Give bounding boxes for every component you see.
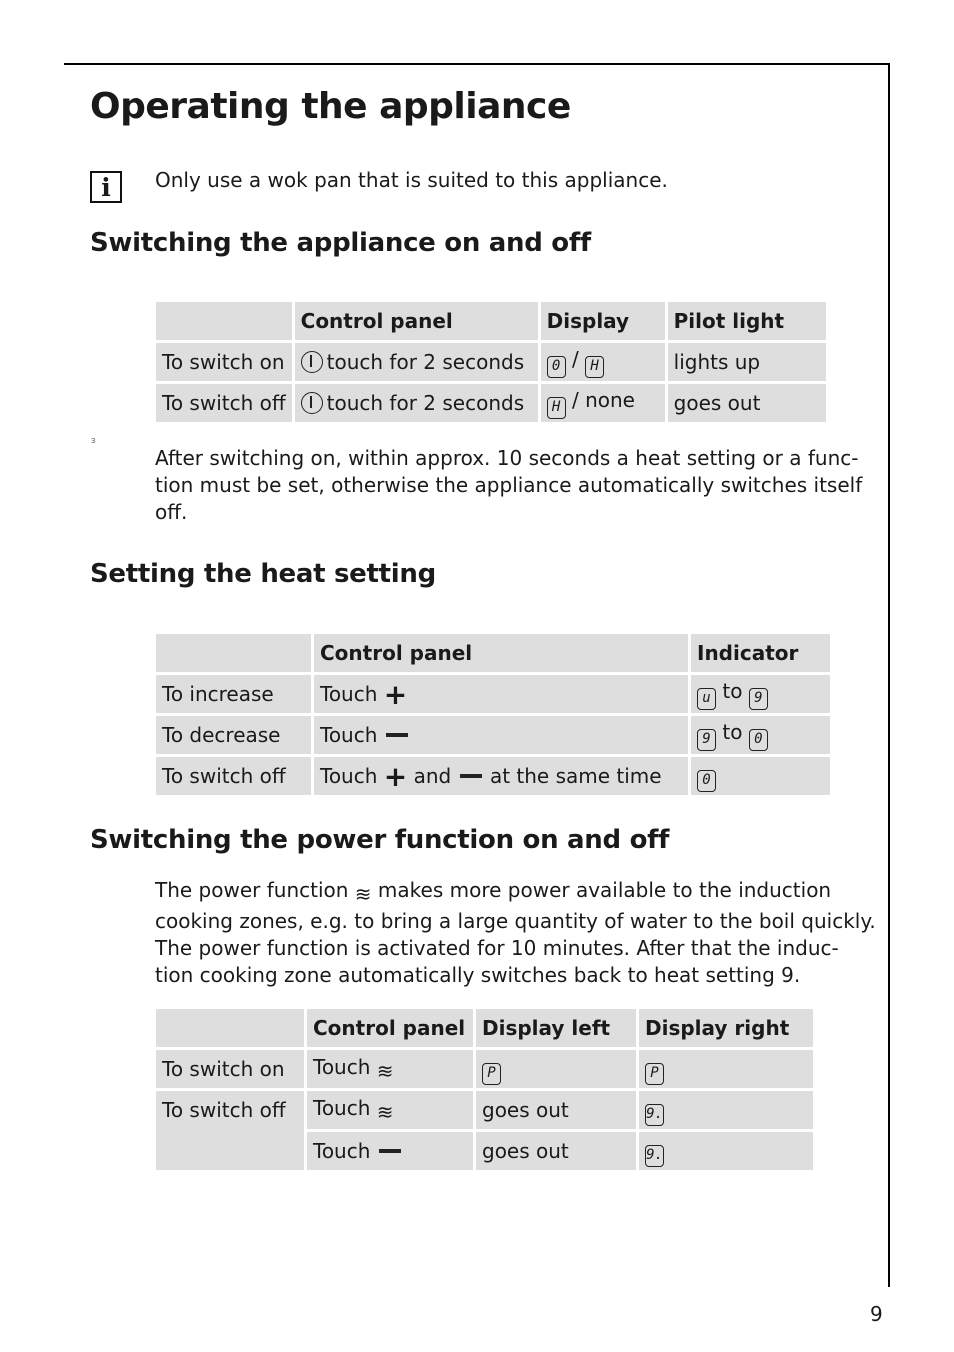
touch-text: Touch [313,1055,371,1079]
intro-text: makes more power available to the induction [377,878,832,902]
display-digit: 9 [749,688,768,710]
action-cell: To switch off [156,1091,304,1170]
indicator-cell [691,675,830,713]
header-cell: Display [541,302,665,340]
display-left-cell [476,1050,636,1088]
table-header-row [156,1009,813,1047]
table-row [156,384,826,422]
touch-text: Touch [313,1139,371,1163]
control-cell [314,757,688,795]
display-digit: 0 [547,356,566,378]
control-cell [307,1050,473,1088]
note-line: off. [155,500,188,524]
action-cell: To switch off [156,757,311,795]
power-table [153,1006,816,1173]
display-right-cell [639,1132,813,1170]
indicator-cell [691,757,830,795]
action-cell: To switch on [156,1050,304,1088]
display-digit: P [645,1063,664,1085]
minus-icon [460,774,482,778]
intro-line: tion cooking zone automatically switches back to heat setting 9. [155,963,801,987]
to-text: to [722,678,743,703]
control-cell [295,384,538,422]
header-cell: Pilot light [668,302,826,340]
table-row [156,1050,813,1088]
on-off-table [153,299,829,425]
to-text: to [722,719,743,744]
pilot-cell: lights up [668,343,826,381]
top-rule [64,63,890,65]
display-cell [541,343,665,381]
header-cell: Control panel [307,1009,473,1047]
plus-icon: + [383,760,408,793]
control-cell [307,1091,473,1129]
header-cell: Control panel [295,302,538,340]
display-digit: u [697,688,716,710]
display-right-cell [639,1050,813,1088]
display-cell [541,384,665,422]
display-digit: 9. [645,1104,664,1126]
header-cell [156,1009,304,1047]
display-left-cell: goes out [476,1091,636,1129]
display-digit: H [585,356,604,378]
control-text: touch for 2 seconds [326,391,525,415]
control-cell [314,716,688,754]
action-cell: To switch off [156,384,292,422]
note-line: tion must be set, otherwise the appliance automatically switches itself [155,473,863,497]
header-cell [156,302,292,340]
footnote-marker: 3 [91,437,96,445]
same-time-text: at the same time [489,764,662,788]
minus-icon [386,733,408,737]
info-icon: i [90,171,122,203]
table-row [156,1091,813,1129]
control-text: touch for 2 seconds [326,350,525,374]
touch-text: Touch [320,682,378,706]
section-heading-power: Switching the power function on and off [90,825,670,855]
header-cell: Display right [639,1009,813,1047]
plus-icon: + [383,678,408,711]
header-cell: Control panel [314,634,688,672]
display-digit: 0 [697,770,716,792]
page-title: Operating the appliance [90,86,571,127]
touch-text: Touch [320,764,378,788]
touch-text: Touch [313,1096,371,1120]
display-digit: P [482,1063,501,1085]
display-digit: 9 [697,729,716,751]
control-cell [307,1132,473,1170]
power-icon [301,351,323,373]
header-cell [156,634,311,672]
display-digit: 9. [645,1145,664,1167]
header-cell: Display left [476,1009,636,1047]
power-function-icon: ≋ [354,882,372,906]
note-line: After switching on, within approx. 10 seconds a heat setting or a func- [155,446,859,470]
power-icon [301,392,323,414]
intro-line [155,877,880,908]
power-function-icon: ≋ [376,1059,394,1083]
action-cell: To decrease [156,716,311,754]
display-digit: 0 [749,729,768,751]
section-heading-heat: Setting the heat setting [90,559,436,589]
display-left-cell: goes out [476,1132,636,1170]
table-header-row [156,302,826,340]
intro-line: The power function is activated for 10 minutes. After that the induc- [155,936,839,960]
auto-off-note [155,445,862,526]
table-row [156,343,826,381]
section-heading-on-off: Switching the appliance on and off [90,228,591,258]
intro-text: The power function [155,878,349,902]
page-number: 9 [870,1302,883,1326]
header-cell: Indicator [691,634,830,672]
intro-line: cooking zones, e.g. to bring a large quantity of water to the boil quickly. [155,909,876,933]
table-row [156,716,830,754]
touch-text: Touch [320,723,378,747]
power-intro [155,877,880,989]
action-cell: To increase [156,675,311,713]
minus-icon [379,1149,401,1153]
table-row [156,675,830,713]
notice-text: Only use a wok pan that is suited to this appliance. [155,168,668,192]
pilot-cell: goes out [668,384,826,422]
control-cell [295,343,538,381]
action-cell: To switch on [156,343,292,381]
and-text: and [413,764,452,788]
control-cell [314,675,688,713]
right-rule [888,63,890,1287]
power-function-icon: ≋ [376,1100,394,1124]
display-right-cell [639,1091,813,1129]
indicator-cell [691,716,830,754]
display-separator: / [572,346,579,371]
display-text: / none [572,387,635,412]
table-row [156,757,830,795]
display-digit: H [547,397,566,419]
table-header-row [156,634,830,672]
heat-table [153,631,833,798]
